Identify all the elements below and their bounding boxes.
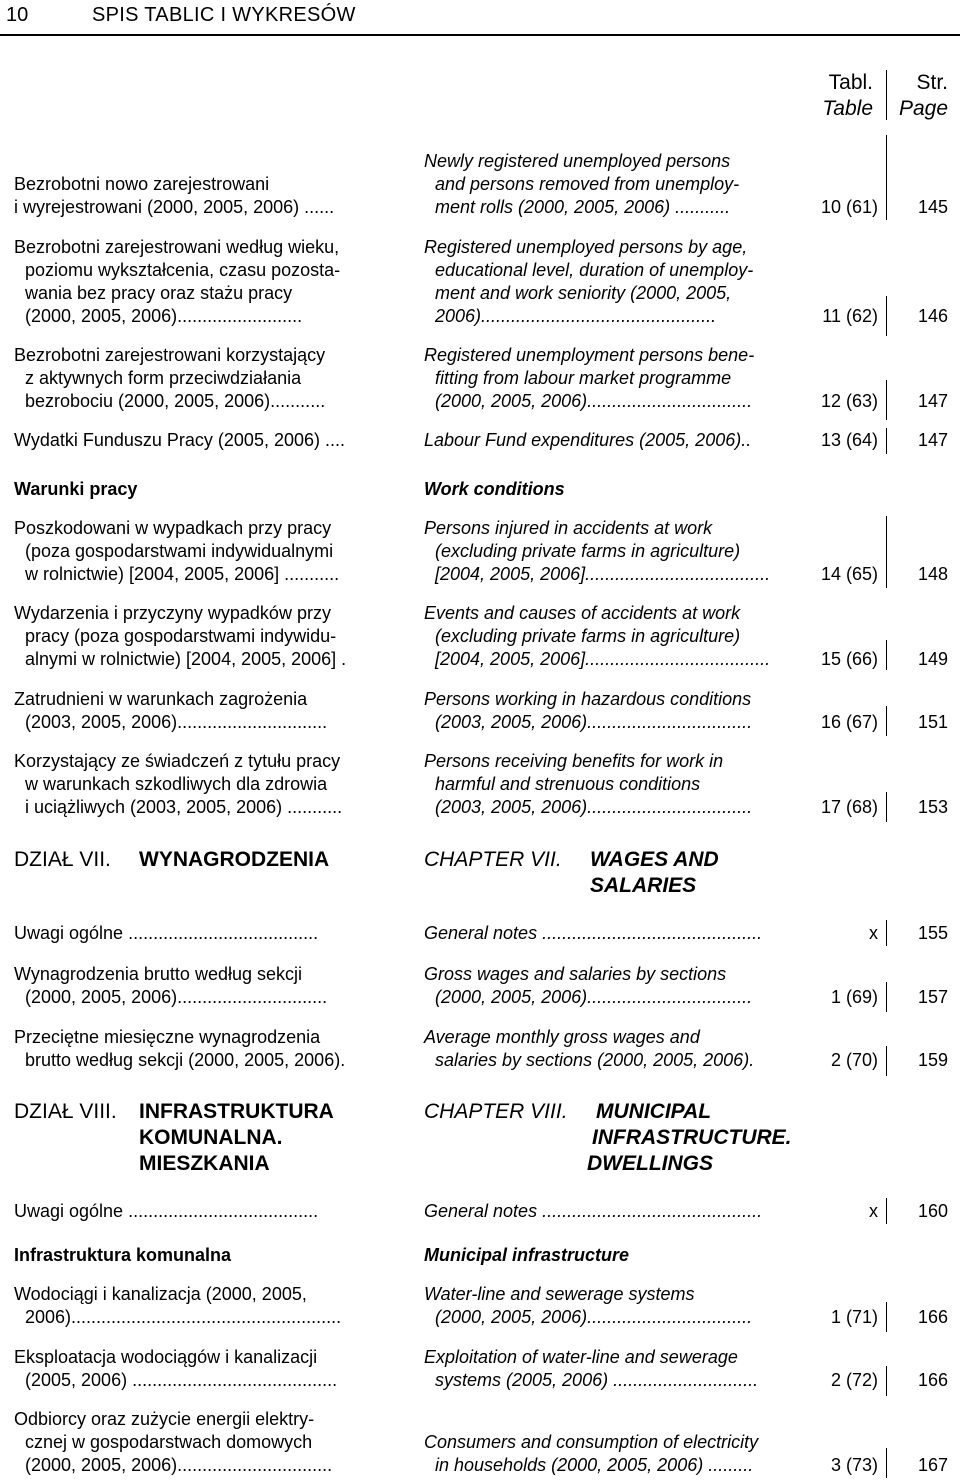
entry-line: Uwagi ogólne ...................................... — [14, 923, 319, 943]
table-number: 3 (73) — [830, 1455, 878, 1475]
entry-line: Persons working in hazardous conditions — [424, 689, 752, 709]
section-title-pl — [14, 478, 404, 501]
entry-title-en — [424, 688, 799, 734]
entry-line: poziomu wykształcenia, czasu pozosta- — [25, 260, 341, 280]
entry-line: z aktywnych form przeciwdziałania — [25, 368, 302, 388]
page-ref: 155 — [917, 923, 948, 943]
page-ref: 149 — [917, 649, 948, 669]
entry-title-pl — [14, 517, 404, 586]
entry-line: Poszkodowani w wypadkach przy pracy — [14, 518, 332, 538]
entry-title-en — [424, 602, 799, 671]
table-number: 13 (64) — [820, 430, 878, 450]
chapter-label-en: CHAPTER VIII. — [424, 1100, 568, 1123]
chapter-title-en — [424, 847, 799, 897]
entry-line: alnymi w rolnictwie) [2004, 2005, 2006] . — [25, 649, 347, 669]
column-divider — [886, 1366, 887, 1396]
entry-line: Bezrobotni zarejestrowani korzystający — [14, 345, 326, 365]
entry-line: Events and causes of accidents at work — [424, 603, 741, 623]
chapter-label-pl: DZIAŁ VII. — [14, 848, 111, 871]
table-number: 2 (72) — [830, 1370, 878, 1390]
entry-title-pl — [14, 1346, 404, 1392]
entry-title-pl — [14, 173, 404, 219]
entry-title-en — [424, 344, 799, 413]
chapter-label-en: CHAPTER VII. — [424, 848, 562, 871]
entry-line: Municipal infrastructure — [424, 1245, 630, 1265]
column-divider — [886, 1302, 887, 1332]
entry-line: Infrastruktura komunalna — [14, 1245, 232, 1265]
entry-title-en — [424, 1200, 799, 1223]
page-header — [0, 0, 960, 36]
entry-line: (2000, 2005, 2006)................................. — [435, 391, 753, 411]
entry-title-en — [424, 1026, 799, 1072]
entry-line: 2006)............................................... — [435, 306, 717, 326]
entry-line: ment and work seniority (2000, 2005, — [435, 283, 732, 303]
entry-line: Registered unemployment persons bene- — [424, 345, 755, 365]
entry-line: (poza gospodarstwami indywidualnymi — [25, 541, 334, 561]
column-divider — [886, 135, 887, 220]
entry-line: i wyrejestrowani (2000, 2005, 2006) ...... — [14, 197, 335, 217]
column-divider — [886, 640, 887, 670]
entry-title-pl — [14, 429, 404, 452]
chapter-name-pl: MIESZKANIA — [139, 1152, 270, 1175]
table-number: 11 (62) — [822, 306, 878, 326]
entry-title-en — [424, 963, 799, 1009]
entry-line: pracy (poza gospodarstwami indywidu- — [25, 626, 337, 646]
table-number: 15 (66) — [820, 649, 878, 669]
entry-line: [2004, 2005, 2006]..................................... — [435, 564, 771, 584]
entry-title-pl — [14, 1200, 404, 1223]
entry-title-en — [424, 1408, 799, 1477]
column-divider — [886, 1046, 887, 1076]
entry-line: Work conditions — [424, 479, 565, 499]
page-ref: 153 — [917, 797, 948, 817]
table-number: 10 (61) — [820, 197, 878, 217]
page-ref: 160 — [917, 1201, 948, 1221]
column-header-table-en: Table — [822, 97, 873, 120]
column-divider — [886, 516, 887, 588]
column-divider — [886, 428, 887, 454]
entry-line: Wydatki Funduszu Pracy (2005, 2006) .... — [14, 430, 345, 450]
entry-line: systems (2005, 2006) ............................. — [435, 1370, 759, 1390]
chapter-name-en: WAGES AND — [590, 848, 719, 871]
column-divider — [886, 1198, 887, 1224]
page-ref: 157 — [917, 987, 948, 1007]
page-ref: 167 — [917, 1455, 948, 1475]
column-header-page — [886, 70, 948, 122]
entry-line: Wodociągi i kanalizacja (2000, 2005, — [14, 1284, 307, 1304]
entry-title-pl — [14, 1283, 404, 1329]
entry-line: (2003, 2005, 2006)................................. — [435, 797, 753, 817]
entry-line: bezrobociu (2000, 2005, 2006)........... — [25, 391, 326, 411]
entry-line: Wydarzenia i przyczyny wypadków przy — [14, 603, 331, 623]
page-ref: 148 — [917, 564, 948, 584]
entry-line: Korzystający ze świadczeń z tytułu pracy — [14, 751, 341, 771]
column-header-page-pl: Str. — [916, 71, 948, 94]
entry-title-en — [424, 517, 799, 586]
entry-line: Registered unemployed persons by age, — [424, 237, 748, 257]
entry-title-en — [424, 150, 799, 219]
chapter-label-pl: DZIAŁ VIII. — [14, 1100, 117, 1123]
entry-line: (2003, 2005, 2006).............................. — [25, 712, 328, 732]
column-divider — [886, 1448, 887, 1478]
chapter-name-pl: INFRASTRUKTURA — [139, 1100, 334, 1123]
chapter-name-pl: KOMUNALNA. — [139, 1126, 283, 1149]
page-ref: 151 — [917, 712, 948, 732]
entry-line: (excluding private farms in agriculture) — [435, 626, 741, 646]
column-header-table — [795, 70, 873, 122]
entry-line: Newly registered unemployed persons — [424, 151, 731, 171]
entry-title-en — [424, 236, 799, 328]
entry-title-en — [424, 429, 799, 452]
entry-line: educational level, duration of unemploy- — [435, 260, 754, 280]
entry-title-pl — [14, 236, 404, 328]
entry-line: ment rolls (2000, 2005, 2006) ........... — [435, 197, 731, 217]
entry-line: (excluding private farms in agriculture) — [435, 541, 741, 561]
entry-title-en — [424, 750, 799, 819]
column-divider — [886, 296, 887, 336]
entry-line: Przeciętne miesięczne wynagrodzenia — [14, 1027, 321, 1047]
page-ref: 147 — [917, 391, 948, 411]
entry-line: Bezrobotni nowo zarejestrowani — [14, 174, 270, 194]
entry-title-pl — [14, 344, 404, 413]
page-ref: 166 — [917, 1370, 948, 1390]
entry-line: Uwagi ogólne ...................................... — [14, 1201, 319, 1221]
entry-line: w warunkach szkodliwych dla zdrowia — [25, 774, 328, 794]
chapter-name-pl: WYNAGRODZENIA — [139, 848, 330, 871]
entry-line: brutto według sekcji (2000, 2005, 2006). — [25, 1050, 346, 1070]
entry-line: (2000, 2005, 2006)......................... — [25, 306, 303, 326]
entry-line: Eksploatacja wodociągów i kanalizacji — [14, 1347, 318, 1367]
entry-line: (2005, 2006) ......................................... — [25, 1370, 338, 1390]
table-number: 17 (68) — [820, 797, 878, 817]
page-ref: 145 — [917, 197, 948, 217]
column-header-table-pl: Tabl. — [828, 71, 873, 94]
entry-line: [2004, 2005, 2006]..................................... — [435, 649, 771, 669]
chapter-title-pl — [14, 1099, 404, 1175]
entry-title-pl — [14, 1408, 404, 1477]
table-number: 14 (65) — [820, 564, 878, 584]
section-title-en — [424, 478, 799, 501]
entry-line: cznej w gospodarstwach domowych — [25, 1432, 313, 1452]
entry-line: Consumers and consumption of electricity — [424, 1432, 759, 1452]
entry-line: Gross wages and salaries by sections — [424, 964, 727, 984]
table-number: 1 (71) — [830, 1307, 878, 1327]
entry-line: i uciążliwych (2003, 2005, 2006) ........... — [25, 797, 343, 817]
column-divider — [886, 920, 887, 946]
entry-title-pl — [14, 602, 404, 671]
entry-line: (2000, 2005, 2006)................................. — [435, 1307, 753, 1327]
chapter-title-en — [424, 1099, 799, 1175]
entry-line: Exploitation of water-line and sewerage — [424, 1347, 738, 1367]
table-number: 2 (70) — [830, 1050, 878, 1070]
page-ref: 146 — [917, 306, 948, 326]
entry-line: (2000, 2005, 2006)............................... — [25, 1455, 333, 1475]
entry-title-pl — [14, 750, 404, 819]
column-header-page-en: Page — [898, 97, 948, 120]
entry-title-en — [424, 1283, 799, 1329]
entry-line: General notes ............................................ — [424, 923, 763, 943]
chapter-name-en: SALARIES — [590, 874, 697, 897]
section-title-pl — [14, 1244, 404, 1267]
chapter-name-en: INFRASTRUCTURE. — [592, 1126, 792, 1149]
entry-title-en — [424, 1346, 799, 1392]
page-ref: 159 — [917, 1050, 948, 1070]
chapter-title-pl — [14, 847, 404, 873]
column-divider — [886, 982, 887, 1012]
entry-line: fitting from labour market programme — [435, 368, 732, 388]
entry-line: Zatrudnieni w warunkach zagrożenia — [14, 689, 308, 709]
entry-line: Water-line and sewerage systems — [424, 1284, 695, 1304]
table-number: 1 (69) — [830, 987, 878, 1007]
entry-title-pl — [14, 963, 404, 1009]
entry-line: (2003, 2005, 2006)................................. — [435, 712, 753, 732]
column-divider — [886, 792, 887, 822]
table-number: x — [869, 923, 878, 943]
entry-title-pl — [14, 922, 404, 945]
page-title: SPIS TABLIC I WYKRESÓW — [92, 4, 356, 26]
entry-line: Wynagrodzenia brutto według sekcji — [14, 964, 302, 984]
entry-line: Persons receiving benefits for work in — [424, 751, 724, 771]
chapter-name-en: DWELLINGS — [587, 1152, 713, 1175]
entry-line: salaries by sections (2000, 2005, 2006). — [435, 1050, 755, 1070]
column-divider — [886, 380, 887, 420]
page-ref: 147 — [917, 430, 948, 450]
page-ref: 166 — [917, 1307, 948, 1327]
entry-line: Labour Fund expenditures (2005, 2006).. — [424, 430, 752, 450]
entry-line: wania bez pracy oraz stażu pracy — [25, 283, 293, 303]
entry-line: Average monthly gross wages and — [424, 1027, 700, 1047]
entry-title-en — [424, 922, 799, 945]
table-number: 12 (63) — [820, 391, 878, 411]
entry-line: and persons removed from unemploy- — [435, 174, 740, 194]
section-title-en — [424, 1244, 799, 1267]
entry-line: General notes ............................................ — [424, 1201, 763, 1221]
entry-line: in households (2000, 2005, 2006) ......... — [435, 1455, 754, 1475]
entry-line: Bezrobotni zarejestrowani według wieku, — [14, 237, 340, 257]
entry-line: 2006)...................................................... — [25, 1307, 342, 1327]
table-number: x — [869, 1201, 878, 1221]
entry-line: harmful and strenuous conditions — [435, 774, 701, 794]
page-number: 10 — [6, 4, 29, 26]
chapter-name-en: MUNICIPAL — [596, 1100, 712, 1123]
column-divider — [886, 706, 887, 736]
entry-line: Warunki pracy — [14, 479, 138, 499]
entry-title-pl — [14, 688, 404, 734]
column-divider — [886, 70, 887, 120]
entry-line: Persons injured in accidents at work — [424, 518, 713, 538]
entry-line: Odbiorcy oraz zużycie energii elektry- — [14, 1409, 315, 1429]
entry-line — [424, 1408, 799, 1431]
entry-line: w rolnictwie) [2004, 2005, 2006] ........... — [25, 564, 340, 584]
table-number: 16 (67) — [820, 712, 878, 732]
entry-line: (2000, 2005, 2006).............................. — [25, 987, 328, 1007]
entry-title-pl — [14, 1026, 404, 1072]
entry-line: (2000, 2005, 2006)................................. — [435, 987, 753, 1007]
